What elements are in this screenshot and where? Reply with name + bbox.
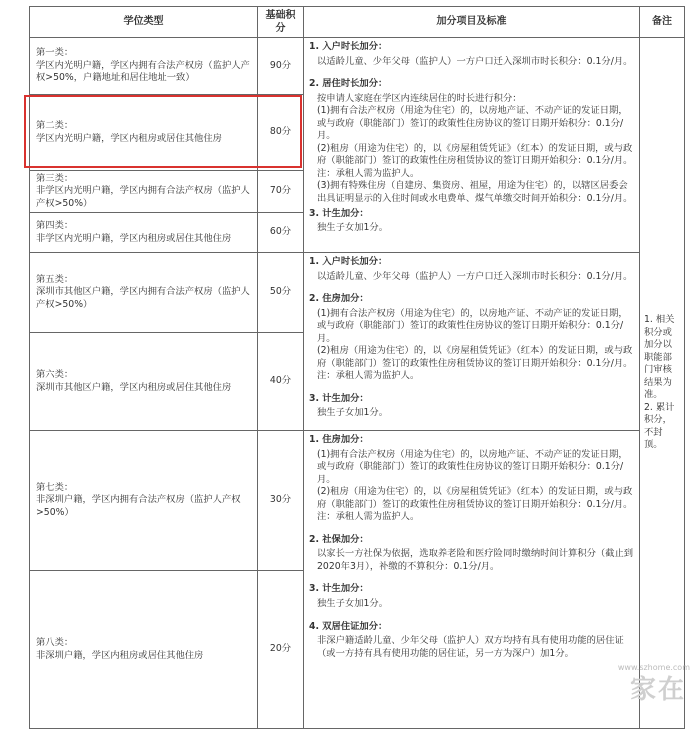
type-cell: 第五类： 深圳市其他区户籍，学区内拥有合法产权房（监护人产权>50%） — [30, 253, 258, 333]
base-score: 60分 — [258, 213, 304, 253]
base-score: 30分 — [258, 431, 304, 571]
type-cell: 第七类： 非深圳户籍，学区内拥有合法产权房（监护人产权>50%） — [30, 431, 258, 571]
detail-heading: 3. 计生加分： — [309, 583, 369, 595]
detail-text: 独生子女加1分。 — [317, 598, 388, 610]
highlight-box — [24, 95, 302, 168]
detail-text: 以家长一方社保为依据，选取养老险和医疗险同时缴纳时间计算积分（截止到2020年3月），补缴的不算积分：0.1分/月。 — [317, 548, 634, 572]
header-notes: 备注 — [640, 7, 685, 38]
type-cell: 第八类： 非深圳户籍，学区内租房或居住其他住房 — [30, 571, 258, 729]
detail-text: (1)拥有合法产权房（用途为住宅）的，以房地产证、不动产证的发证日期，或与政府（职能部门）签订的政策性住房协议的签订日期开始积分：0.1分/月。 (2)租房（用途为住宅）的，以《房屋租赁凭证》（红本）的发证日期，或与政府（职能部门）签订的政策性住房租赁协议的签订日期开始积分：0.1分/月。注：承租人需为监护人。 — [317, 448, 633, 523]
detail-text: 独生子女加1分。 — [317, 407, 388, 419]
header-detail: 加分项目及标准 — [304, 7, 640, 38]
type-cell: 第四类： 非学区内光明户籍，学区内租房或居住其他住房 — [30, 213, 258, 253]
detail-text: 非深户籍适龄儿童、少年父母（监护人）双方均持有具有使用功能的居住证（或一方持有具有使用功能的居住证，另一方为深户）加1分。 — [317, 635, 624, 659]
table-header-row — [30, 7, 685, 38]
table-row — [30, 431, 685, 571]
base-score: 80分 — [258, 95, 304, 171]
watermark-url: www.szhome.com — [617, 663, 690, 672]
detail-text: 独生子女加1分。 — [317, 222, 388, 234]
base-score: 20分 — [258, 571, 304, 729]
detail-text: 按申请人家庭在学区内连续居住的时长进行积分： (1)拥有合法产权房（用途为住宅）的，以房地产证、不动产证的发证日期，或与政府（职能部门）签订的政策性住房协议的签订日期开始积分：0.1分/月。 (2)租房（用途为住宅）的，以《房屋租赁凭证》（红本）的发证日期，或与政府（职能部门）签订的政策性住房租赁协议的签订日期开始积分：0.1分/月。注：承租人需为监护人。 (3)拥有特殊住房（自建房、集资房、祖屋，用途为住宅）的，以辖区居委会出具证明显示的入住时间或水电费单、煤气单缴交时间开始积分：0.1分/月。 — [317, 92, 633, 205]
detail-heading: 3. 计生加分： — [309, 392, 369, 404]
detail-cell-group-a — [304, 38, 640, 253]
type-cell: 第三类： 非学区内光明户籍，学区内拥有合法产权房（监护人产权>50%） — [30, 171, 258, 213]
detail-text: 以适龄儿童、少年父母（监护人）一方户口迁入深圳市时长积分：0.1分/月。 — [317, 270, 633, 282]
type-cell: 第六类： 深圳市其他区户籍，学区内租房或居住其他住房 — [30, 333, 258, 431]
header-base: 基础积分 — [258, 7, 304, 38]
detail-heading: 1. 入户时长加分： — [309, 256, 388, 267]
detail-cell-group-b — [304, 253, 640, 431]
detail-heading: 1. 入户时长加分： — [309, 41, 388, 52]
type-cell: 第二类： 学区内光明户籍，学区内租房或居住其他住房 — [30, 95, 258, 171]
detail-heading: 1. 住房加分： — [309, 434, 369, 445]
table-row — [30, 253, 685, 333]
detail-text: (1)拥有合法产权房（用途为住宅）的，以房地产证、不动产证的发证日期，或与政府（职能部门）签订的政策性住房协议的签订日期开始积分：0.1分/月。 (2)租房（用途为住宅）的，以《房屋租赁凭证》（红本）的发证日期，或与政府（职能部门）签订的政策性住房租赁协议的签订日期开始积分：0.1分/月。注：承租人需为监护人。 — [317, 307, 633, 382]
detail-cell-group-c — [304, 431, 640, 729]
table-row — [30, 38, 685, 95]
detail-text: 以适龄儿童、少年父母（监护人）一方户口迁入深圳市时长积分：0.1分/月。 — [317, 55, 633, 67]
watermark-logo: 家在 — [629, 675, 686, 705]
detail-heading: 2. 住房加分： — [309, 293, 369, 305]
type-cell: 第一类： 学区内光明户籍，学区内拥有合法产权房（监护人产权>50%，户籍地址和居住地址一致） — [30, 38, 258, 95]
detail-heading: 2. 社保加分： — [309, 533, 369, 545]
base-score: 90分 — [258, 38, 304, 95]
base-score: 40分 — [258, 333, 304, 431]
notes-cell: 1. 相关积分或加分以职能部门审核结果为准。 2. 累计积分，不封顶。 — [640, 38, 685, 729]
header-type: 学位类型 — [30, 7, 258, 38]
detail-heading: 3. 计生加分： — [309, 207, 369, 219]
detail-heading: 4. 双居住证加分： — [309, 620, 388, 632]
detail-heading: 2. 居住时长加分： — [309, 78, 388, 90]
base-score: 50分 — [258, 253, 304, 333]
base-score: 70分 — [258, 171, 304, 213]
